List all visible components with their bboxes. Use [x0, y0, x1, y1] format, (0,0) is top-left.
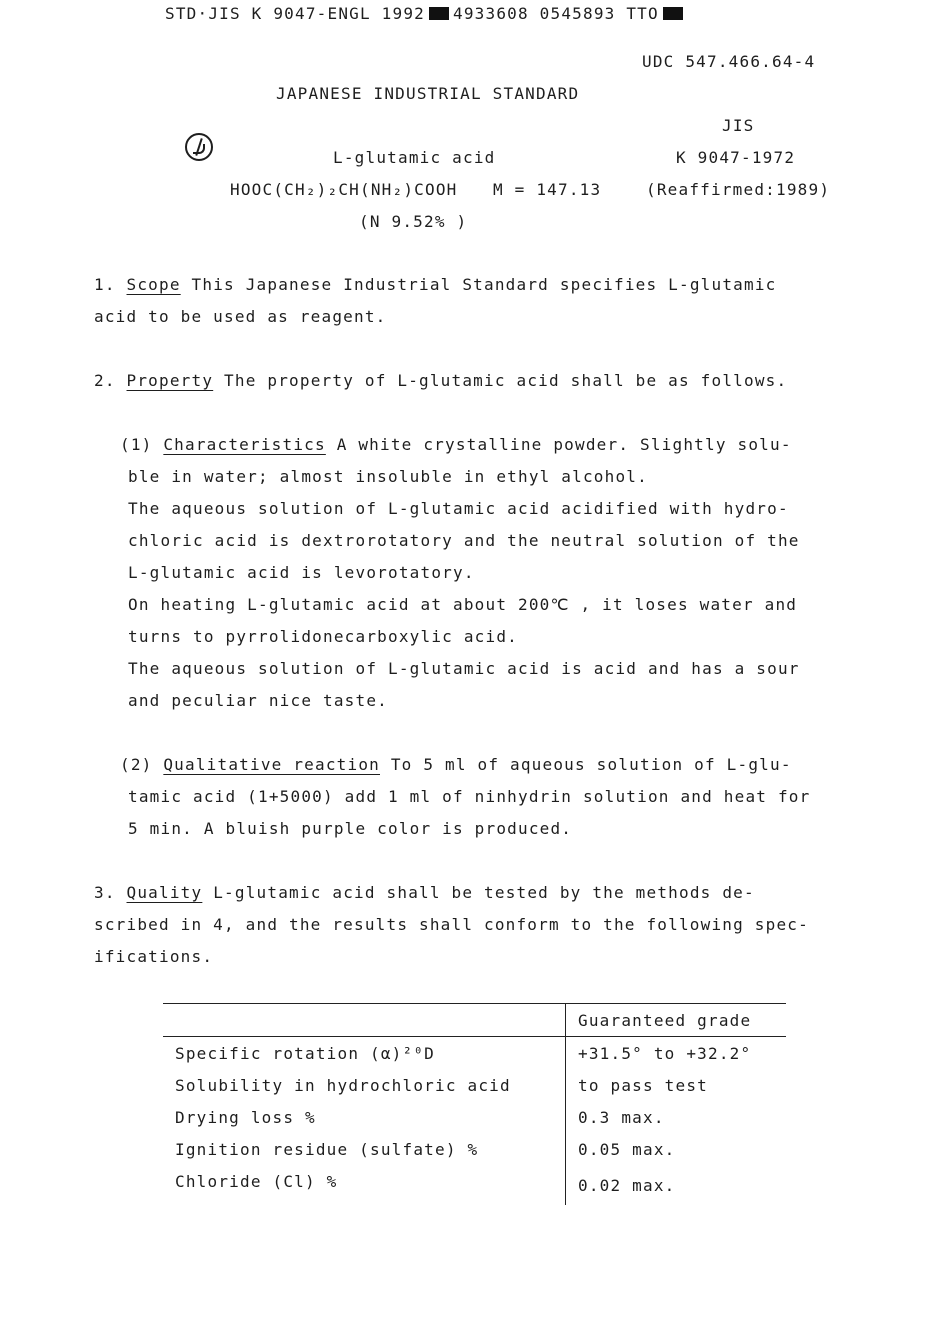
paragraph-line: L-glutamic acid is levorotatory. — [128, 563, 475, 582]
paragraph-line: chloric acid is dextrorotatory and the neutral solution of the — [128, 531, 800, 550]
paragraph-line: The property of L-glutamic acid shall be as follows. — [224, 371, 788, 390]
paragraph-line: tamic acid (1+5000) add 1 ml of ninhydrin solution and heat for — [128, 787, 811, 806]
characteristics-first-line — [120, 429, 792, 461]
table-row — [163, 1133, 786, 1165]
section-heading: Scope — [126, 275, 181, 294]
table-header-item — [163, 1004, 566, 1037]
reaffirmed-date: (Reaffirmed:1989) — [646, 180, 831, 199]
paragraph-line: A white crystalline powder. Slightly solu- — [336, 435, 792, 454]
table-cell-value: +31.5° to +32.2° — [578, 1043, 752, 1063]
table-row — [163, 1165, 786, 1205]
table-cell-value: 0.3 max. — [578, 1107, 665, 1127]
section-property — [94, 365, 854, 397]
molar-mass: M = 147.13 — [493, 180, 602, 199]
redaction-block — [663, 7, 683, 20]
table-row — [163, 1101, 786, 1133]
paragraph-line: L-glutamic acid shall be tested by the methods de- — [213, 883, 755, 902]
paragraph-line: This Japanese Industrial Standard specifies L-glutamic — [191, 275, 777, 294]
section-heading: Quality — [126, 883, 203, 902]
paragraph-line: scribed in 4, and the results shall conform to the following spec- — [94, 915, 809, 934]
jis-number: K 9047-1972 — [676, 148, 796, 167]
table-cell-item: Specific rotation (α)²⁰D — [163, 1037, 566, 1070]
table-row — [163, 1037, 786, 1070]
code-left: STD·JIS K 9047-ENGL 1992 — [165, 4, 425, 23]
code-right: 4933608 0545893 TTO — [453, 4, 659, 23]
section-quality — [94, 877, 854, 973]
paragraph-line: and peculiar nice taste. — [128, 691, 388, 710]
jis-mark-icon — [185, 133, 213, 161]
paragraph-line: The aqueous solution of L-glutamic acid acidified with hydro- — [128, 499, 789, 518]
table-row — [163, 1069, 786, 1101]
paragraph-line: The aqueous solution of L-glutamic acid is acid and has a sour — [128, 659, 800, 678]
paragraph-line: turns to pyrrolidonecarboxylic acid. — [128, 627, 518, 646]
subsection-heading: Characteristics — [163, 435, 326, 454]
document-code — [165, 4, 687, 23]
document-title: L-glutamic acid — [333, 148, 496, 167]
redaction-block — [429, 7, 449, 20]
subsection-number: (2) — [120, 755, 153, 774]
paragraph-line: ble in water; almost insoluble in ethyl alcohol. — [128, 467, 648, 486]
table-cell-item: Solubility in hydrochloric acid — [163, 1069, 566, 1101]
section-number: 3. — [94, 883, 116, 902]
udc-number: UDC 547.466.64-4 — [642, 52, 816, 71]
table-header-row — [163, 1004, 786, 1037]
paragraph-line: On heating L-glutamic acid at about 200℃ , it loses water and — [128, 595, 798, 614]
table-cell-value: 0.05 max. — [578, 1139, 676, 1159]
table-cell-item: Chloride (Cl) % — [163, 1165, 566, 1205]
standard-name: JAPANESE INDUSTRIAL STANDARD — [276, 84, 580, 103]
section-heading: Property — [126, 371, 214, 390]
table-cell-value: to pass test — [578, 1075, 708, 1095]
section-number: 1. — [94, 275, 116, 294]
subsection-heading: Qualitative reaction — [163, 755, 380, 774]
section-number: 2. — [94, 371, 116, 390]
qualitative-body — [128, 781, 852, 845]
section-scope — [94, 269, 854, 333]
paragraph-line: acid to be used as reagent. — [94, 307, 387, 326]
nitrogen-content: (N 9.52% ) — [359, 212, 468, 231]
characteristics-body — [128, 461, 852, 717]
paragraph-line: ifications. — [94, 947, 214, 966]
subsection-number: (1) — [120, 435, 153, 454]
table-cell-item: Drying loss % — [163, 1101, 566, 1133]
chemical-formula: HOOC(CH₂)₂CH(NH₂)COOH — [230, 180, 458, 199]
table-header-grade: Guaranteed grade — [566, 1004, 787, 1037]
paragraph-line: 5 min. A bluish purple color is produced. — [128, 819, 573, 838]
quality-spec-table — [163, 1003, 786, 1205]
table-cell-value: 0.02 max. — [578, 1175, 676, 1195]
paragraph-line: To 5 ml of aqueous solution of L-glu- — [390, 755, 792, 774]
table-cell-item: Ignition residue (sulfate) % — [163, 1133, 566, 1165]
jis-label: JIS — [722, 116, 755, 135]
qualitative-first-line — [120, 749, 792, 781]
